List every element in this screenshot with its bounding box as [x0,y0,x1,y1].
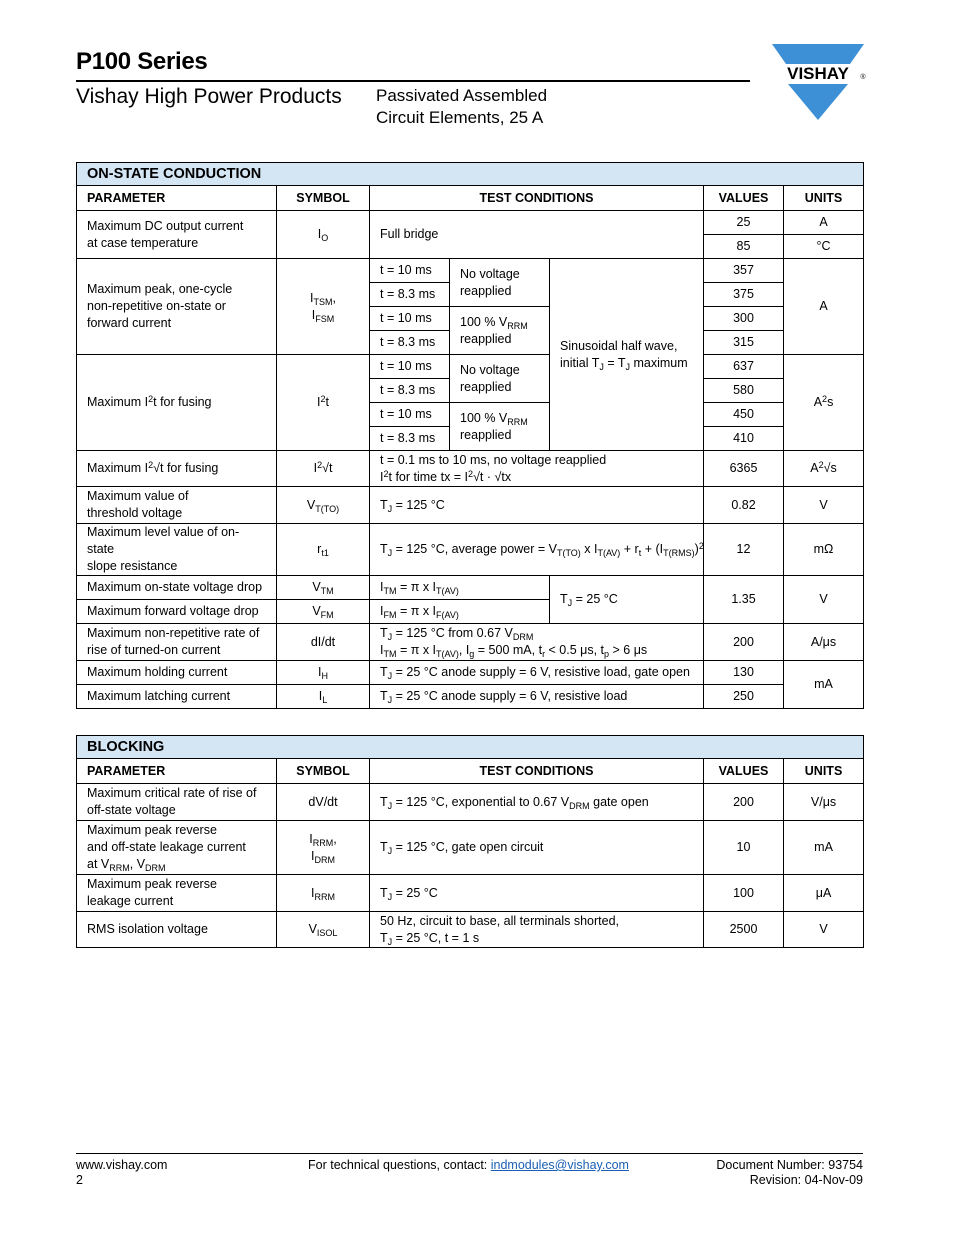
unit-hold-latch: mA [784,661,864,709]
param-holding-current: Maximum holding current [77,661,277,685]
param-i2rt-fusing: Maximum $I^2√t$ for fusing [77,451,277,487]
condition-latching: $T_J = 25$ °C anode supply = 6 V, resistive load [370,685,704,709]
column-header-symbol: SYMBOL [277,759,370,784]
condition-vtm: $I_{TM} = \pi$ x $I_{T(AV)}$ [370,576,550,600]
condition-reverse-leakage: $T_J = 25$ °C [370,875,704,912]
value-i2t: 580 [704,379,784,403]
unit-case-temperature: °C [784,235,864,259]
blocking-table [76,735,864,948]
value-isolation: 2500 [704,912,784,948]
condition-holding: $T_J = 25$ °C anode supply = 6 V, resistive load, gate open [370,661,704,685]
value-reverse-leakage: 100 [704,875,784,912]
footer-contact [308,1158,629,1173]
param-dvdt: Maximum critical rate of rise of off-state voltage [77,784,277,821]
page-number: 2 [76,1173,83,1187]
logo-bottom-triangle [788,84,848,120]
column-header-symbol: SYMBOL [277,186,370,211]
section-title: ON-STATE CONDUCTION [77,163,864,186]
symbol-vtm: $V_{TM}$ [277,576,370,600]
symbol-didt: dI/dt [277,624,370,661]
unit-vtm-vfm: V [784,576,864,624]
condition-no-voltage: No voltage reapplied [450,259,550,307]
condition-no-voltage: No voltage reapplied [450,355,550,403]
value-didt: 200 [704,624,784,661]
param-isolation-voltage: RMS isolation voltage [77,912,277,948]
vishay-logo [770,44,866,120]
contact-email-link[interactable]: indmodules@vishay.com [490,1158,629,1172]
condition-vrrm-reapplied: 100 % $V_{RRM}$ reapplied [450,307,550,355]
condition-vrrm-reapplied: 100 % $V_{RRM}$ reapplied [450,403,550,451]
value-itsm: 300 [704,307,784,331]
symbol-irrm: $I_{RRM}$ [277,875,370,912]
condition-vfm: $I_{FM} = \pi$ x $I_{F(AV)}$ [370,600,550,624]
time-condition: t = 10 ms [370,403,450,427]
symbol-vt-to: $V_{T(TO)}$ [277,487,370,524]
value-case-temperature: 85 [704,235,784,259]
unit-threshold: V [784,487,864,524]
symbol-i2t: $I^2t$ [277,355,370,451]
param-leakage-off-state: Maximum peak reverse and off-state leakage current at $V_{RRM}$, $V_{DRM}$ [77,821,277,875]
symbol-rt1: $r_{t1}$ [277,524,370,576]
time-condition: t = 8.3 ms [370,427,450,451]
section-title: BLOCKING [77,736,864,759]
unit-isolation: V [784,912,864,948]
symbol-visol: $V_{ISOL}$ [277,912,370,948]
symbol-i2rt: $I^2√t$ [277,451,370,487]
condition-dvdt: $T_J = 125$ °C, exponential to 0.67 $V_{DRM}$ gate open [370,784,704,821]
unit-leakage-off-state: mA [784,821,864,875]
logo-text: VISHAY [787,64,849,83]
value-i2t: 410 [704,427,784,451]
value-itsm: 315 [704,331,784,355]
value-leakage-off-state: 10 [704,821,784,875]
product-description-line2: Circuit Elements, 25 A [376,108,544,127]
logo-top-band [772,44,864,64]
param-vtm: Maximum on-state voltage drop [77,576,277,600]
revision: Revision: 04-Nov-09 [749,1173,863,1187]
time-condition: t = 8.3 ms [370,283,450,307]
value-dc-current: 25 [704,211,784,235]
column-header-parameter: PARAMETER [77,186,277,211]
column-header-test-conditions: TEST CONDITIONS [370,186,704,211]
condition-slope: $T_J = 125$ °C, average power = $V_{T(TO)}$ x $I_{T(AV)} + r_t + (I_{T(RMS)})^2$ [370,524,704,576]
symbol-ih: $I_H$ [277,661,370,685]
column-header-units: UNITS [784,186,864,211]
footer-right [716,1158,863,1188]
footer-rule [76,1153,863,1154]
symbol-il: $I_L$ [277,685,370,709]
unit-i2t: $A^2s$ [784,355,864,451]
condition-isolation: 50 Hz, circuit to base, all terminals shorted, $T_J = 25$ °C, t = 1 s [370,912,704,948]
condition-sinusoidal: Sinusoidal half wave, initial $T_J = T_J$ maximum [550,259,704,451]
param-didt: Maximum non-repetitive rate of rise of turned-on current [77,624,277,661]
time-condition: t = 8.3 ms [370,379,450,403]
param-i2t-fusing: Maximum $I^2t$ for fusing [77,355,277,451]
symbol-vfm: $V_{FM}$ [277,600,370,624]
unit-slope: mΩ [784,524,864,576]
param-dc-output-current: Maximum DC output current at case temperature [77,211,277,259]
column-header-units: UNITS [784,759,864,784]
condition-didt: $T_J = 125$ °C from 0.67 $V_{DRM}$ $I_{TM} = \pi$ x $I_{T(AV)}$, $I_g = 500$ mA, $t_r < 0.5$ μs, $t_p > 6$ μs [370,624,704,661]
product-description-line1: Passivated Assembled [376,86,548,105]
param-slope-resistance: Maximum level value of on-state slope resistance [77,524,277,576]
param-vfm: Maximum forward voltage drop [77,600,277,624]
unit-peak-current: A [784,259,864,355]
condition-full-bridge: Full bridge [370,211,704,259]
value-i2rt: 6365 [704,451,784,487]
column-header-test-conditions: TEST CONDITIONS [370,759,704,784]
time-condition: t = 8.3 ms [370,331,450,355]
value-dvdt: 200 [704,784,784,821]
symbol-irrm-idrm: $I_{RRM}$, $I_{DRM}$ [277,821,370,875]
value-latching: 250 [704,685,784,709]
condition-i2rt: t = 0.1 ms to 10 ms, no voltage reapplied $I^2t$ for time tx = $I^2√t \cdot √tx$ [370,451,704,487]
header-rule [76,80,750,82]
value-i2t: 637 [704,355,784,379]
product-description [376,85,547,129]
footer-left [76,1158,167,1188]
unit-dvdt: V/μs [784,784,864,821]
value-holding: 130 [704,661,784,685]
value-i2t: 450 [704,403,784,427]
page-subtitle: Vishay High Power Products [76,85,342,108]
column-header-parameter: PARAMETER [77,759,277,784]
website-link[interactable]: www.vishay.com [76,1158,168,1172]
symbol-io: $I_O$ [277,211,370,259]
unit-didt: A/μs [784,624,864,661]
value-threshold: 0.82 [704,487,784,524]
contact-label: For technical questions, contact: [308,1158,491,1172]
condition-leakage-off-state: $T_J = 125$ °C, gate open circuit [370,821,704,875]
value-itsm: 375 [704,283,784,307]
time-condition: t = 10 ms [370,355,450,379]
value-slope: 12 [704,524,784,576]
page-title: P100 Series [76,48,208,75]
param-peak-current: Maximum peak, one-cycle non-repetitive on-state or forward current [77,259,277,355]
condition-tj-25: $T_J = 25$ °C [550,576,704,624]
unit-reverse-leakage: μA [784,875,864,912]
value-vtm-vfm: 1.35 [704,576,784,624]
unit-i2rt: $A^2√s$ [784,451,864,487]
column-header-values: VALUES [704,759,784,784]
param-reverse-leakage: Maximum peak reverse leakage current [77,875,277,912]
column-header-values: VALUES [704,186,784,211]
symbol-itsm-ifsm: $I_{TSM}$, $I_{FSM}$ [277,259,370,355]
unit-dc-current: A [784,211,864,235]
logo-registered-mark: ® [860,74,866,81]
condition-threshold: $T_J = 125$ °C [370,487,704,524]
symbol-dvdt: dV/dt [277,784,370,821]
on-state-conduction-table [76,162,864,709]
time-condition: t = 10 ms [370,307,450,331]
param-latching-current: Maximum latching current [77,685,277,709]
param-threshold-voltage: Maximum value of threshold voltage [77,487,277,524]
time-condition: t = 10 ms [370,259,450,283]
value-itsm: 357 [704,259,784,283]
document-number: Document Number: 93754 [716,1158,863,1172]
